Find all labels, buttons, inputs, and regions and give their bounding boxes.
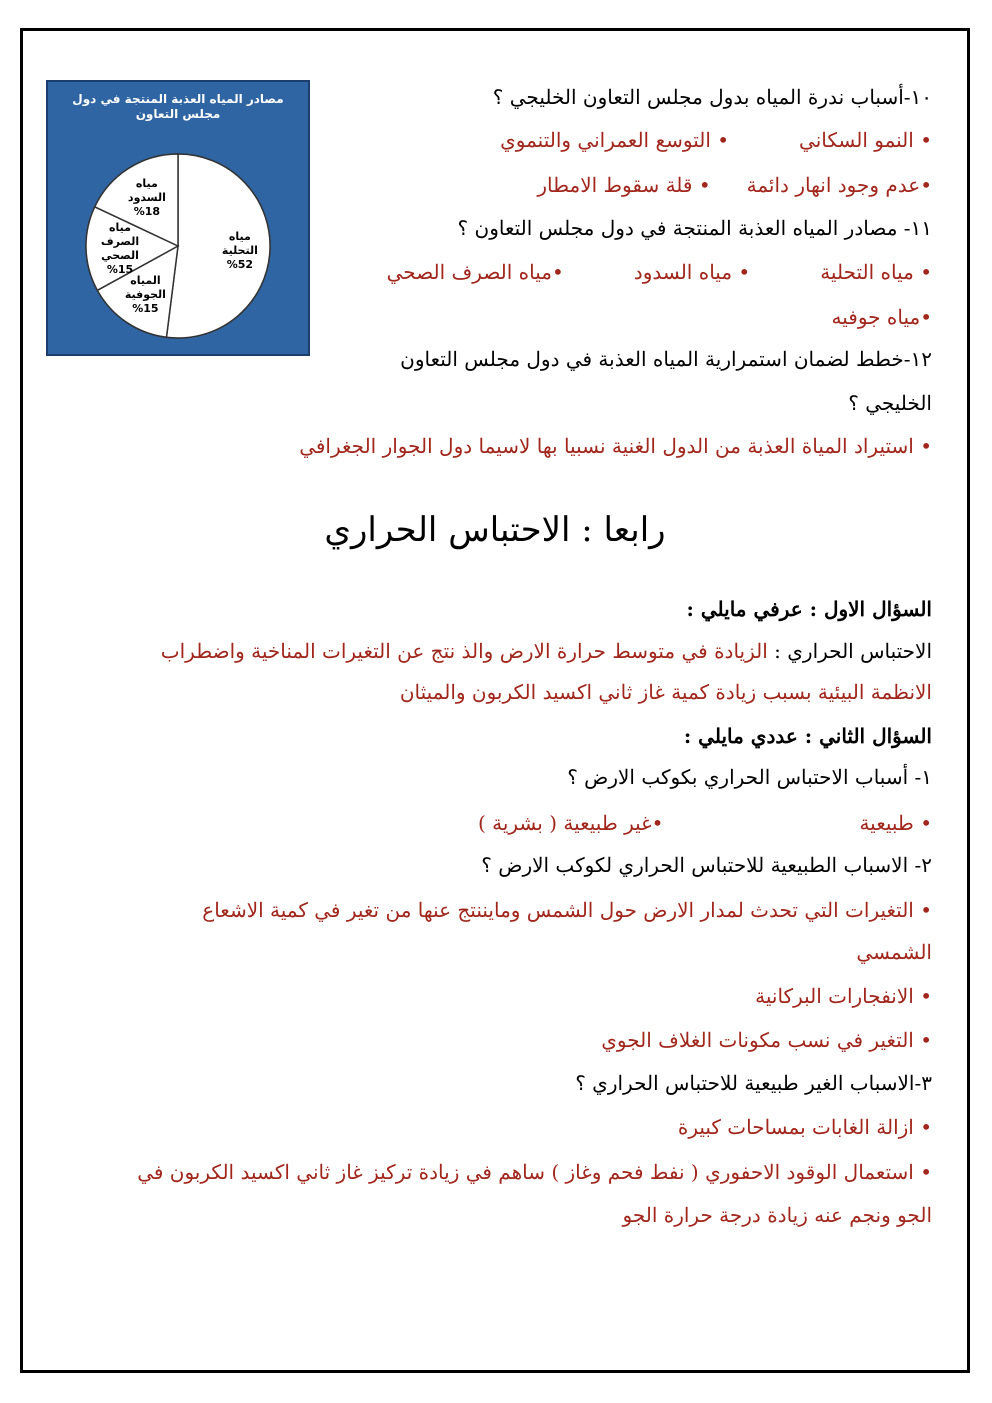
q2-answer-3: • التغير في نسب مكونات الغلاف الجوي [601, 1028, 932, 1052]
definition-text-1: الزيادة في متوسط حرارة الارض والذ نتج عن التغيرات المناخية واضطراب [160, 639, 768, 663]
q10-answers-row2 [537, 170, 932, 200]
q1-answer-2: •غير طبيعية ( بشرية ) [477, 811, 664, 835]
section-title: رابعا : الاحتباس الحراري [324, 510, 666, 550]
first-question-heading: السؤال الاول : عرفي مايلي : [686, 597, 932, 621]
q10-answers-row1 [500, 125, 932, 155]
q10-answer-3: •عدم وجود انهار دائمة [746, 173, 932, 197]
q11-question: ١١- مصادر المياه العذبة المنتجة في دول مجلس التعاون ؟ [457, 216, 932, 240]
q3-answer-2-line1: • استعمال الوقود الاحفوري ( نفط فحم وغاز ) ساهم في زيادة تركيز غاز ثاني اكسيد الكربون في [137, 1160, 932, 1184]
q11-answer-4: •مياه جوفيه [831, 305, 932, 329]
definition-line1 [161, 636, 932, 666]
q12-answer: • استيراد المياة العذبة من الدول الغنية نسبيا بها لاسيما دول الجوار الجغرافي [299, 434, 932, 458]
q3-question: ٣-الاسباب الغير طبيعية للاحتباس الحراري ؟ [575, 1071, 932, 1095]
pie-label-0: مياه التحلية %52 [221, 229, 258, 271]
q12-question-line1: ١٢-خطط لضمان استمرارية المياه العذبة في دول مجلس التعاون [400, 347, 932, 371]
pie-label-1: المياه الجوفية %15 [124, 274, 166, 315]
q2-answer-1-line2: الشمسي [856, 940, 932, 964]
q3-answer-2-line2: الجو ونجم عنه زيادة درجة حرارة الجو [622, 1203, 932, 1227]
q1-answer-1: • طبيعية [859, 811, 932, 835]
q1-answers [478, 808, 932, 838]
chart-title: مصادر المياه العذبة المنتجة في دول مجلس التعاون [72, 92, 284, 121]
q2-answer-2: • الانفجارات البركانية [755, 984, 932, 1008]
q10-answer-1: • النمو السكاني [799, 128, 932, 152]
q11-answer-3: •مياه الصرف الصحي [386, 260, 564, 284]
pie-label-3: مياه السدود %18 [127, 177, 166, 218]
q10-answer-4: • قلة سقوط الامطار [537, 173, 711, 197]
definition-term: الاحتباس الحراري : [774, 639, 932, 663]
q12-question-line2: الخليجي ؟ [848, 391, 932, 415]
second-question-heading: السؤال الثاني : عددي مايلي : [683, 724, 932, 748]
pie-svg [48, 82, 308, 354]
q2-question: ٢- الاسباب الطبيعية للاحتباس الحراري لكوكب الارض ؟ [481, 853, 932, 877]
q10-answer-2: • التوسع العمراني والتنموي [500, 128, 730, 152]
q11-answer-1: • مياه التحلية [820, 260, 932, 284]
q2-answer-1-line1: • التغيرات التي تحدث لمدار الارض حول الشمس ومايننتج عنها من تغير في كمية الاشعاع [202, 898, 932, 922]
q11-answer-2: • مياه السدود [633, 260, 751, 284]
q3-answer-1: • ازالة الغابات بمساحات كبيرة [677, 1115, 932, 1139]
definition-line2: الانظمة البيئية بسبب زيادة كمية غاز ثاني اكسيد الكربون والميثان [399, 680, 932, 704]
pie-label-2: مياه الصرف الصحي %15 [100, 220, 140, 276]
q11-answers-row1 [387, 257, 932, 287]
water-sources-pie-chart [46, 80, 310, 356]
q1-question: ١- أسباب الاحتباس الحراري بكوكب الارض ؟ [567, 765, 932, 789]
q10-question: ١٠-أسباب ندرة المياه بدول مجلس التعاون الخليجي ؟ [492, 85, 932, 109]
